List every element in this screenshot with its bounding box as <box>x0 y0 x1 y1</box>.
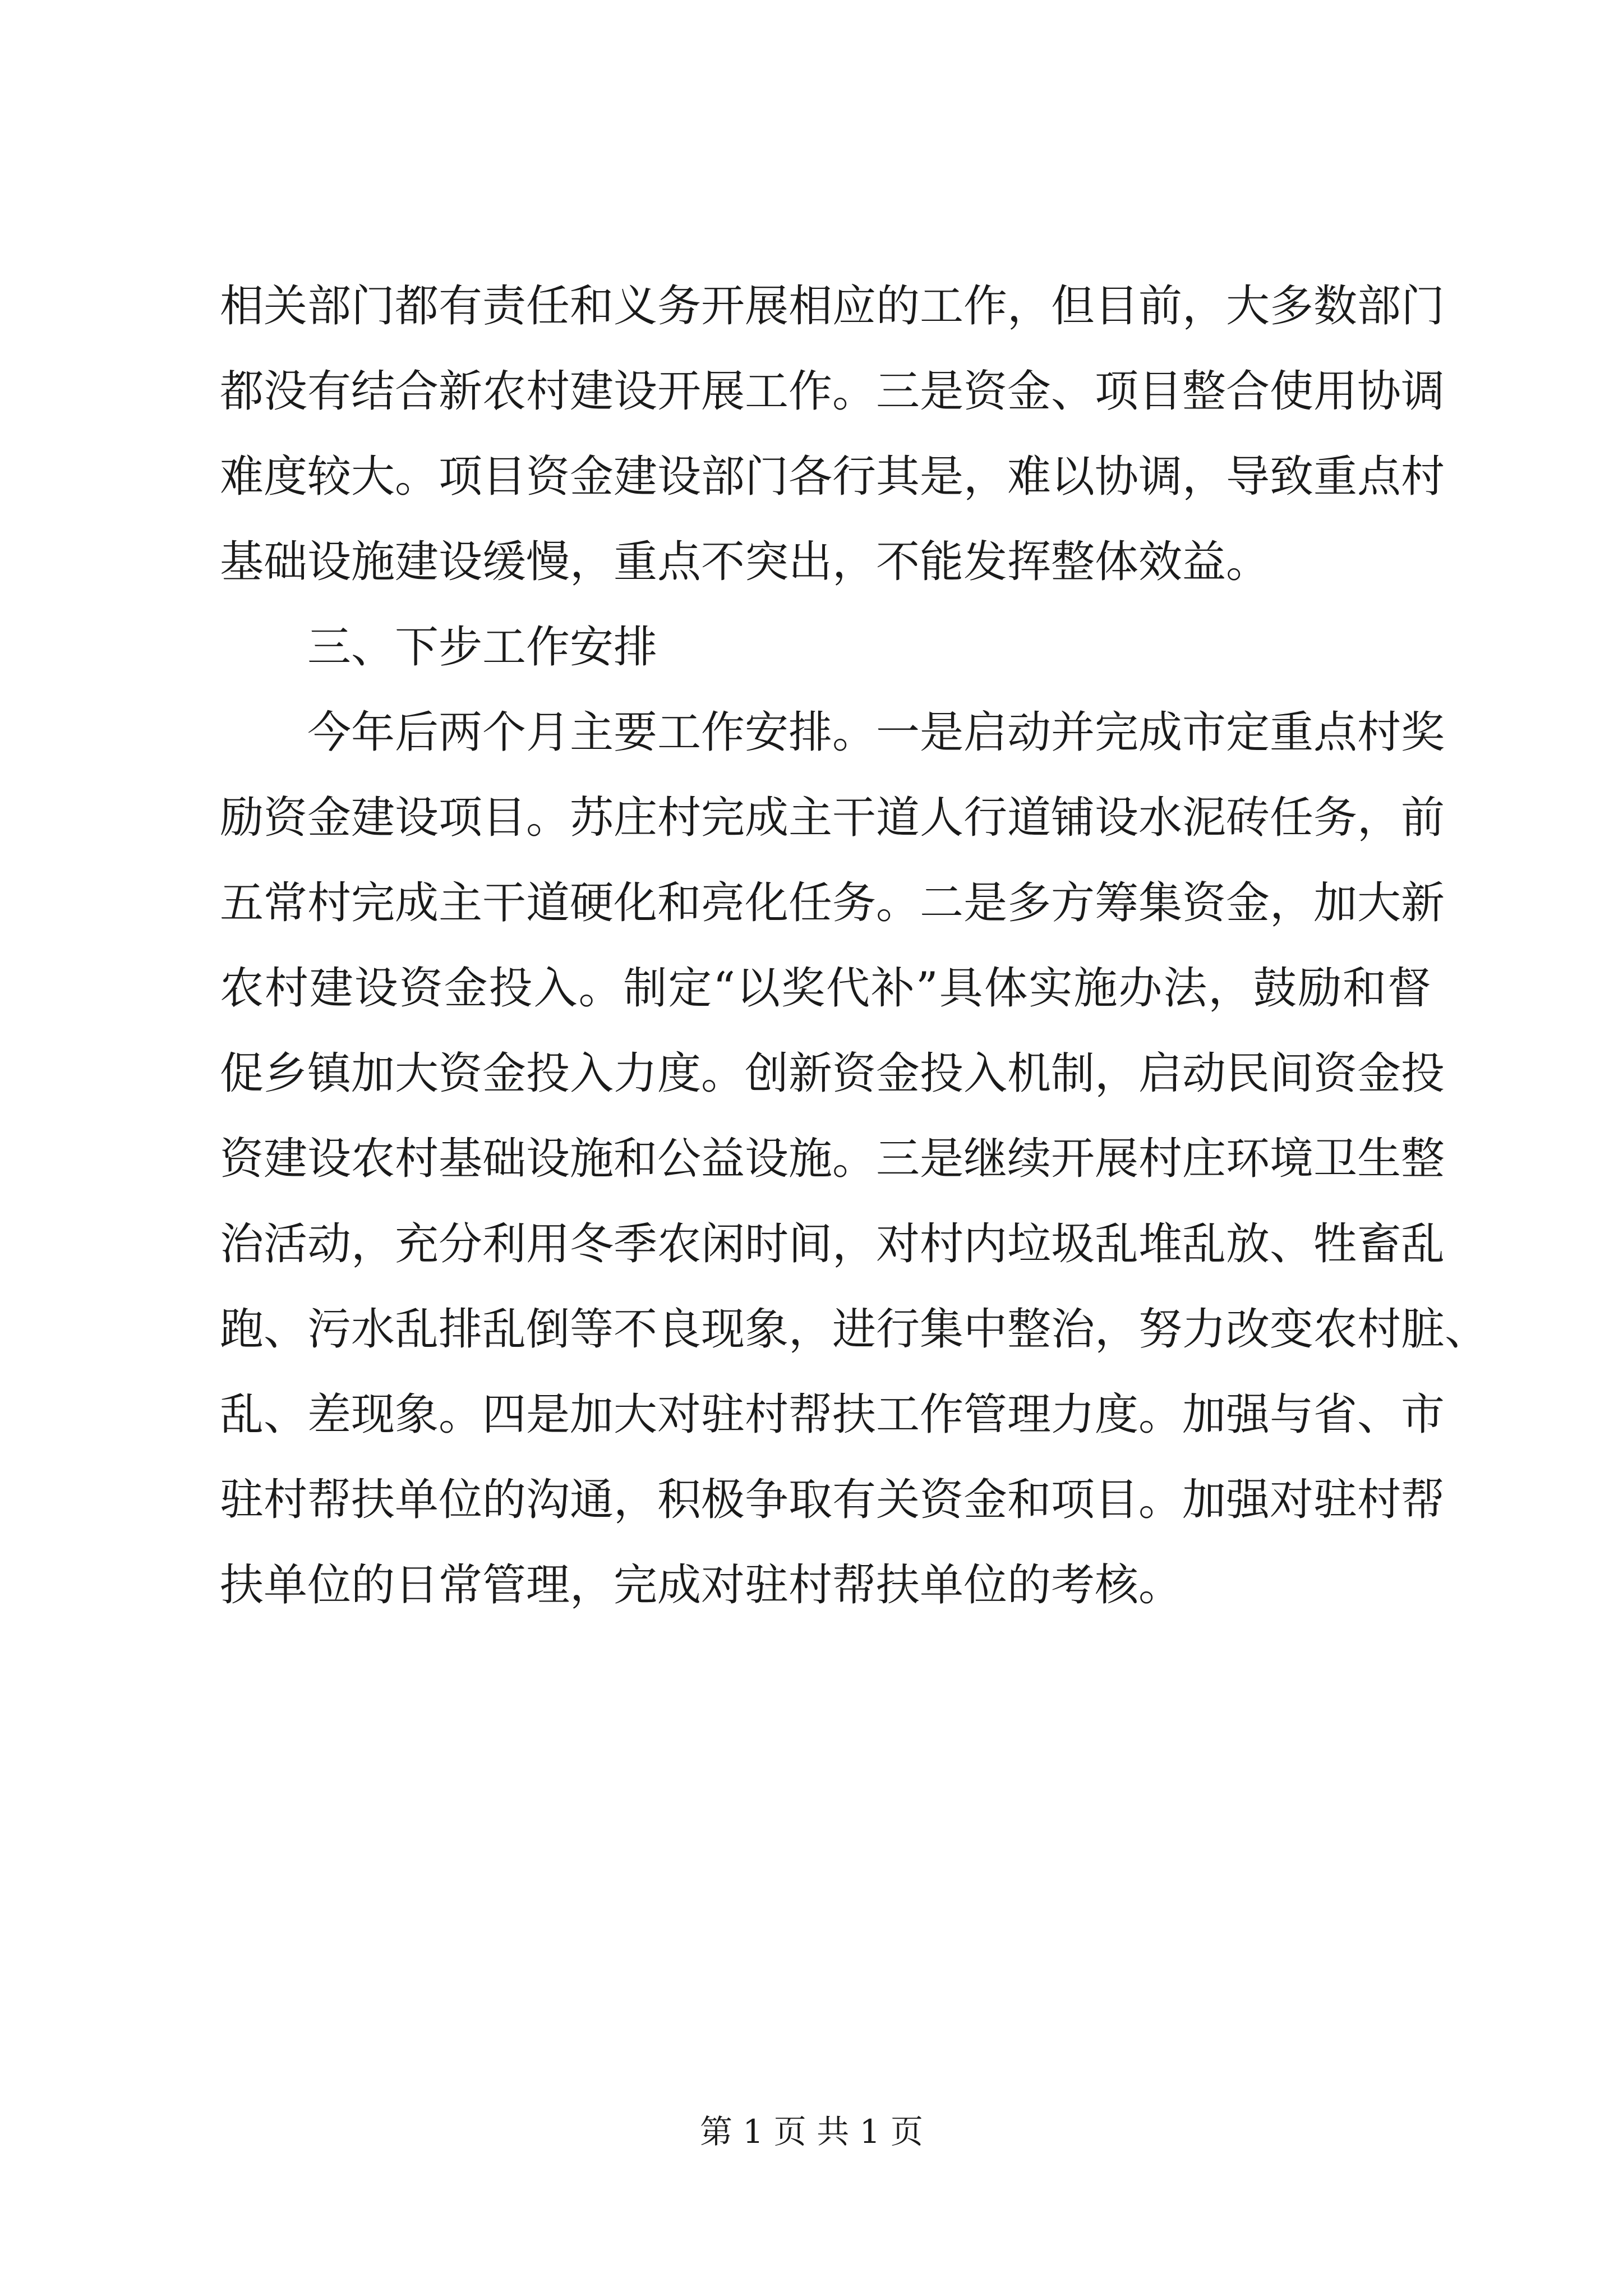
paragraph-2-line: 五常村完成主干道硬化和亮化任务。二是多方筹集资金，加大新 <box>220 878 1445 928</box>
paragraph-1-line: 相关部门都有责任和义务开展相应的工作，但目前，大多数部门 <box>220 281 1445 332</box>
page-footer <box>0 2109 1623 2154</box>
paragraph-2-line: 促乡镇加大资金投入力度。创新资金投入机制，启动民间资金投 <box>220 1048 1445 1099</box>
page-number-label: 第 1 页 共 1 页 <box>700 2113 923 2151</box>
paragraph-1-line: 基础设施建设缓慢，重点不突出，不能发挥整体效益。 <box>220 537 1270 587</box>
paragraph-2-line: 励资金建设项目。苏庄村完成主干道人行道铺设水泥砖任务，前 <box>220 793 1445 843</box>
document-body <box>220 264 1489 1628</box>
paragraph-2-line: 农村建设资金投入。制定“以奖代补”具体实施办法，鼓励和督 <box>220 963 1431 1014</box>
paragraph-2-line: 今年后两个月主要工作安排。一是启动并完成市定重点村奖 <box>307 707 1445 758</box>
paragraph-2-line: 资建设农村基础设施和公益设施。三是继续开展村庄环境卫生整 <box>220 1134 1445 1184</box>
paragraph-2-line: 乱、差现象。四是加大对驻村帮扶工作管理力度。加强与省、市 <box>220 1389 1445 1440</box>
paragraph-2-line: 跑、污水乱排乱倒等不良现象，进行集中整治，努力改变农村脏、 <box>220 1304 1489 1355</box>
section-heading: 三、下步工作安排 <box>307 622 658 673</box>
paragraph-1-line: 难度较大。项目资金建设部门各行其是，难以协调，导致重点村 <box>220 452 1445 502</box>
paragraph-2-line: 扶单位的日常管理，完成对驻村帮扶单位的考核。 <box>220 1560 1183 1611</box>
paragraph-1-line: 都没有结合新农村建设开展工作。三是资金、项目整合使用协调 <box>220 366 1445 417</box>
paragraph-2-line: 驻村帮扶单位的沟通，积极争取有关资金和项目。加强对驻村帮 <box>220 1475 1445 1525</box>
paragraph-2-line: 治活动，充分利用冬季农闲时间，对村内垃圾乱堆乱放、牲畜乱 <box>220 1219 1445 1269</box>
